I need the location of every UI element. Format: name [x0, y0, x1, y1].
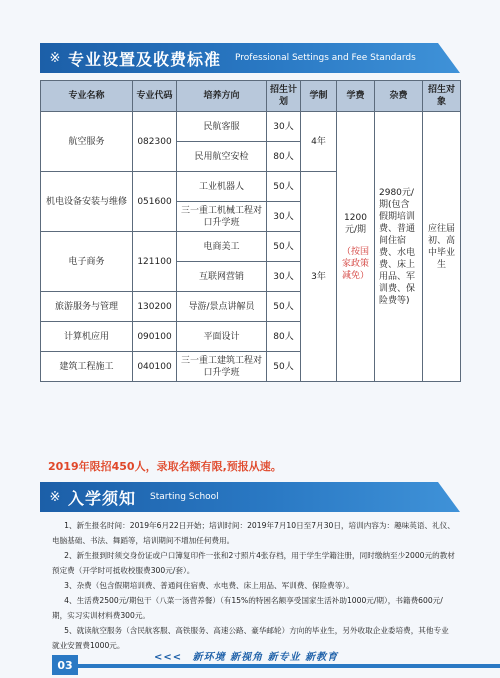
cell-direction: 工业机器人: [177, 172, 267, 202]
cell-direction: 民航客服: [177, 112, 267, 142]
cell-plan: 50人: [267, 292, 301, 322]
col-header-target: 招生对象: [423, 81, 461, 112]
cell-direction: 导游/景点讲解员: [177, 292, 267, 322]
asterisk-icon: ※: [49, 489, 61, 505]
fee-table: [40, 80, 461, 382]
section-title: 专业设置及收费标准: [68, 49, 222, 69]
page-number: 03: [52, 655, 78, 675]
cell-direction: 互联网营销: [177, 262, 267, 292]
tuition-amount: 1200元/期: [344, 212, 367, 235]
slogan-text: 新环境 新视角 新专业 新教育: [192, 652, 339, 663]
rule-item: 2、新生报到时须交身份证或户口簿复印件一张和2寸照片4张存档，用于学生学籍注册，同时缴纳至少2000元的教材预定费（开学时可抵收校服费300元/套）。: [52, 551, 455, 575]
cell-plan: 50人: [267, 172, 301, 202]
asterisk-icon: ※: [49, 50, 61, 66]
tuition-note: （按国家政策减免）: [341, 246, 369, 281]
col-header-direction: 培养方向: [177, 81, 267, 112]
cell-major: 电子商务: [41, 232, 133, 292]
cell-code: 040100: [133, 352, 177, 382]
cell-major: 计算机应用: [41, 322, 133, 352]
cell-code: 090100: [133, 322, 177, 352]
cell-plan: 30人: [267, 112, 301, 142]
section-header-majors: [40, 43, 460, 73]
arrows-icon: <<<: [154, 652, 183, 663]
cell-duration: 4年: [301, 112, 337, 172]
cell-major: 机电设备安装与维修: [41, 172, 133, 232]
col-header-misc: 杂费: [375, 81, 423, 112]
corner-decoration: [438, 482, 460, 512]
cell-direction: 平面设计: [177, 322, 267, 352]
footer-slogan: [150, 648, 342, 663]
col-header-plan: 招生计划: [267, 81, 301, 112]
cell-plan: 50人: [267, 232, 301, 262]
cell-major: 航空服务: [41, 112, 133, 172]
cell-direction: 民用航空安检: [177, 142, 267, 172]
rule-item: 4、生活费2500元/期包干（八菜一汤营养餐）（有15%的特困名额享受国家生活补助1000元/期），书籍费600元/期，实习实训材料费300元。: [52, 596, 443, 620]
cell-direction: 三一重工机械工程对口升学班: [177, 202, 267, 232]
section-subtitle-en: Starting School: [150, 492, 219, 502]
col-header-duration: 学制: [301, 81, 337, 112]
corner-decoration: [438, 43, 460, 73]
cell-plan: 80人: [267, 322, 301, 352]
section-header-admission: [40, 482, 460, 512]
section-title: 入学须知: [68, 488, 137, 508]
col-header-tuition: 学费: [337, 81, 375, 112]
col-header-code: 专业代码: [133, 81, 177, 112]
rule-item: 3、杂费（包含假期培训费、普通间住宿费、水电费、床上用品、军训费、保险费等）。: [64, 581, 354, 590]
cell-code: 130200: [133, 292, 177, 322]
cell-tuition: [337, 112, 375, 382]
cell-direction: 三一重工建筑工程对口升学班: [177, 352, 267, 382]
cell-duration: 3年: [301, 172, 337, 382]
cell-major: 建筑工程施工: [41, 352, 133, 382]
cell-plan: 80人: [267, 142, 301, 172]
cell-major: 旅游服务与管理: [41, 292, 133, 322]
cell-direction: 电商美工: [177, 232, 267, 262]
cell-plan: 30人: [267, 262, 301, 292]
cell-target: 应往届初、高中毕业生: [423, 112, 461, 382]
col-header-major: 专业名称: [41, 81, 133, 112]
cell-plan: 50人: [267, 352, 301, 382]
section-subtitle-en: Professional Settings and Fee Standards: [235, 53, 416, 63]
cell-misc: 2980元/期(包含假期培训费、普通间住宿费、水电费、床上用品、军训费、保险费等): [375, 112, 423, 382]
rule-item: 5、就读航空服务（含民航客服、高铁服务、高速公路、豪华邮轮）方向的毕业生，另外收取企业委培费，其他专业就业安置费1000元。: [52, 626, 449, 650]
cell-code: 082300: [133, 112, 177, 172]
enrollment-notice: 2019年限招450人，录取名额有限,预报从速。: [48, 460, 282, 473]
table-row: [41, 112, 461, 142]
table-header-row: [41, 81, 461, 112]
rule-item: 1、新生报名时间：2019年6月22日开始；培训时间：2019年7月10日至7月30日，培训内容为：趣味英语、礼仪、电脑基础、书法、舞蹈等，培训期间不增加任何费用。: [52, 521, 455, 545]
cell-code: 121100: [133, 232, 177, 292]
footer-bar: [78, 664, 500, 668]
admission-rules: [52, 518, 456, 653]
cell-plan: 30人: [267, 202, 301, 232]
cell-code: 051600: [133, 172, 177, 232]
